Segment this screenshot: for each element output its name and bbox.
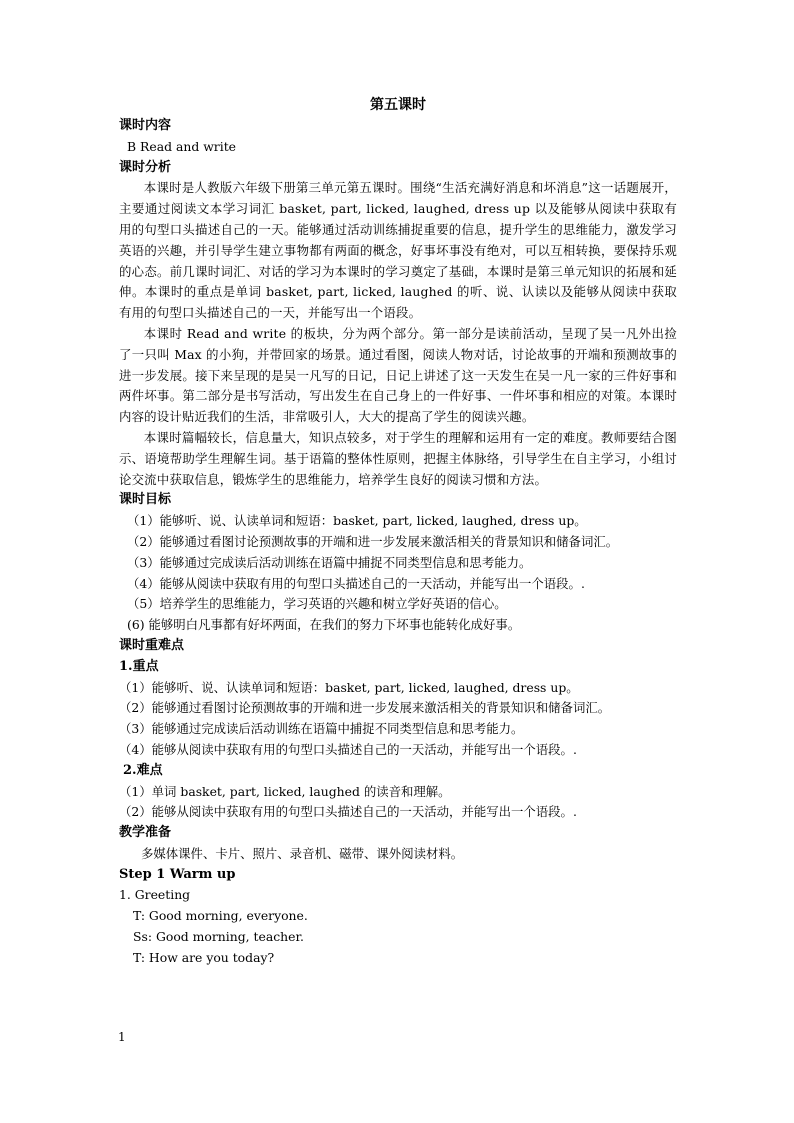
section-heading-content: 课时内容	[119, 118, 172, 133]
dialog-line: T: Good morning, everyone.	[133, 908, 308, 924]
goal-item: （4）能够从阅读中获取有用的句型口头描述自己的一天活动，并能写出一个语段。.	[127, 575, 585, 591]
step-subheading: 1. Greeting	[119, 887, 191, 903]
dialog-line: Ss: Good morning, teacher.	[133, 929, 304, 945]
goal-item: （1）能够听、说、认读单词和短语：basket, part, licked, laughed, dress up。	[127, 513, 587, 529]
subheading-key-points: 1.重点	[119, 658, 159, 674]
step-heading: Step 1 Warm up	[119, 866, 236, 882]
key-point-item: （3）能够通过完成读后活动训练在语篇中捕捉不同类型信息和思考能力。	[119, 721, 524, 737]
document-body	[119, 94, 677, 969]
analysis-paragraph-1: 本课时是人教版六年级下册第三单元第五课时。围绕“生活充满好消息和坏消息”这一话题展开，主要通过阅读文本学习词汇 basket, part, licked, laughed, dress up 以及能够从阅读中获取有用的句型口头描述自己的一天。能够通过活动训练捕捉重要的信息，提升学生的思维能力，激发学习英语的兴趣，并引导学生建立事物都有两面的概念，好事坏事没有绝对，可以互相转换，要保持乐观的心态。前几课时词汇、对话的学习为本课时的学习奠定了基础，本课时是第三单元知识的拓展和延伸。本课时的重点是单词 basket, part, licked, laughed 的听、说、认读以及能够从阅读中获取有用的句型口头描述自己的一天，并能写出一个语段。	[119, 180, 677, 321]
content-text: B Read and write	[127, 138, 237, 154]
page-number: 1	[118, 1030, 126, 1044]
analysis-paragraph-2: 本课时 Read and write 的板块，分为两个部分。第一部分是读前活动，呈现了吴一凡外出捡了一只叫 Max 的小狗，并带回家的场景。通过看图，阅读人物对话，讨论故事的开端和预测故事的进一步发展。接下来呈现的是吴一凡写的日记，日记上讲述了这一天发生在吴一凡一家的三件好事和两件坏事。第二部分是书写活动，写出发生在自己身上的一件好事、一件坏事和相应的对策。本课时内容的设计贴近我们的生活，非常吸引人，大大的提高了学生的阅读兴趣。	[119, 325, 677, 425]
key-point-item: （2）能够通过看图讨论预测故事的开端和进一步发展来激活相关的背景知识和储备词汇。	[119, 700, 611, 716]
section-heading-goals: 课时目标	[119, 492, 172, 508]
goal-item: （5）培养学生的思维能力，学习英语的兴趣和树立学好英语的信心。	[127, 596, 507, 612]
subheading-difficult-points: 2.难点	[123, 762, 163, 778]
key-point-item: （1）能够听、说、认读单词和短语：basket, part, licked, laughed, dress up。	[119, 679, 579, 695]
prep-text: 多媒体课件、卡片、照片、录音机、磁带、课外阅读材料。	[141, 845, 464, 861]
difficult-point-item: （1）单词 basket, part, licked, laughed 的读音和理解。	[119, 783, 451, 799]
section-heading-analysis: 课时分析	[119, 159, 172, 175]
difficult-point-item: （2）能够从阅读中获取有用的句型口头描述自己的一天活动，并能写出一个语段。.	[119, 804, 577, 820]
analysis-paragraph-3: 本课时篇幅较长，信息量大，知识点较多，对于学生的理解和运用有一定的难度。教师要结合图示、语境帮助学生理解生词。基于语篇的整体性原则，把握主体脉络，引导学生在自主学习，小组讨论交流中获取信息，锻炼学生的思维能力，培养学生良好的阅读习惯和方法。	[119, 429, 677, 487]
page-title: 第五课时	[370, 97, 426, 113]
section-heading-key: 课时重难点	[119, 637, 185, 653]
dialog-line: T: How are you today?	[133, 949, 275, 965]
goal-item: （3）能够通过完成读后活动训练在语篇中捕捉不同类型信息和思考能力。	[127, 554, 532, 570]
goal-item: (6) 能够明白凡事都有好坏两面，在我们的努力下坏事也能转化成好事。	[127, 617, 521, 633]
section-heading-prep: 教学准备	[119, 825, 172, 841]
key-point-item: （4）能够从阅读中获取有用的句型口头描述自己的一天活动，并能写出一个语段。.	[119, 741, 577, 757]
goal-item: （2）能够通过看图讨论预测故事的开端和进一步发展来激活相关的背景知识和储备词汇。	[127, 533, 619, 549]
